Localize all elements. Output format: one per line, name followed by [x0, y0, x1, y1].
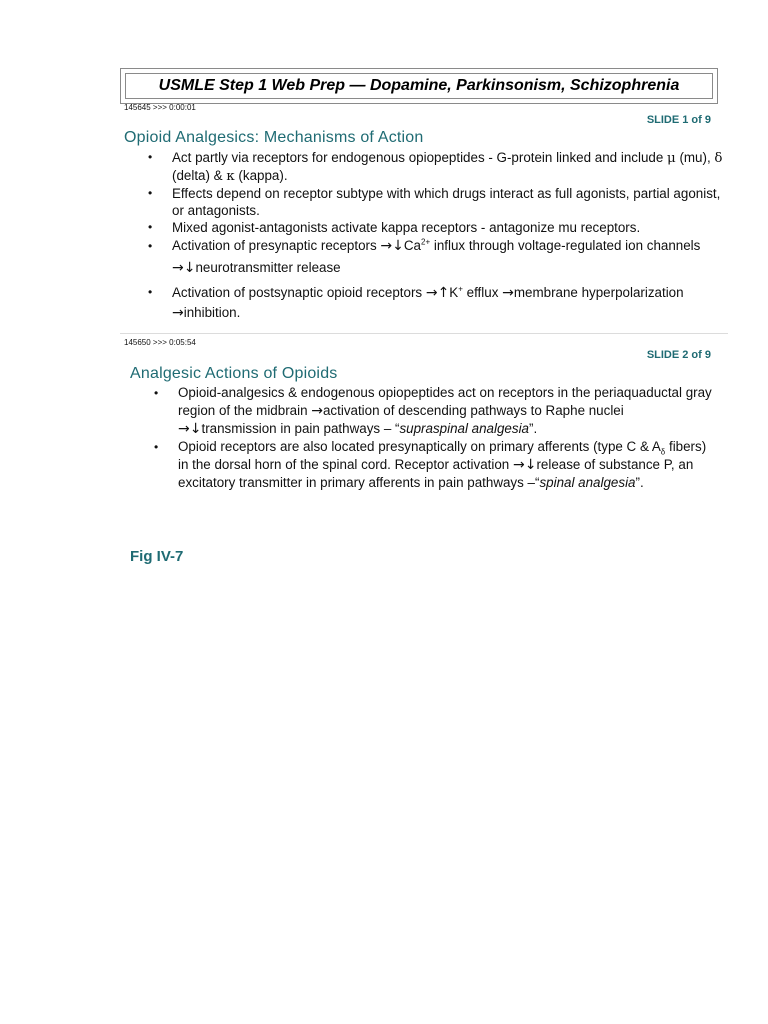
bullet-icon: • — [154, 440, 159, 454]
up-arrow-icon: ↑ — [437, 285, 450, 301]
list-item: • Effects depend on receptor subtype with which drugs interact as full agonists, partial agonist, or antagonists. — [148, 186, 721, 218]
slide2-timestamp: 145650 >>> 0:05:54 — [124, 338, 196, 347]
list-item: • Activation of presynaptic receptors $\to↓Ca^{2+}$ influx through voltage-regulated ion channels →↓neurotransmitter release — [148, 235, 728, 279]
right-arrow-icon: → — [425, 285, 438, 301]
bullet-icon: • — [148, 186, 153, 200]
down-arrow-icon: ↓ — [189, 421, 202, 437]
slide1-timestamp: 145645 >>> 0:00:01 — [124, 103, 196, 112]
slide2-number: SLIDE 2 of 9 — [646, 349, 711, 361]
right-arrow-icon: → — [512, 457, 525, 473]
list-item: • Opioid-analgesics & endogenous opiopeptides act on receptors in the periaquaductal gray region of the midbrain →activation of descending pathways to Raphe nuclei →↓transmission in pain pathways – “supraspinal analgesia”. — [154, 385, 712, 437]
slide2-bullet-list — [154, 384, 714, 492]
bullet-icon: • — [148, 239, 153, 253]
bullet-icon: • — [148, 150, 153, 164]
bullet-icon: • — [148, 220, 153, 234]
right-arrow-icon: → — [502, 285, 514, 301]
bullet-icon: • — [154, 386, 159, 400]
right-arrow-icon: → — [380, 238, 393, 254]
figure-label: Fig IV-7 — [130, 548, 184, 565]
list-item: • Activation of postsynaptic opioid receptors →↑K+ efflux →membrane hyperpolarization →inhibition. — [148, 284, 684, 321]
right-arrow-icon: → — [178, 421, 190, 437]
title-frame — [120, 68, 718, 104]
right-arrow-icon: → — [172, 260, 184, 276]
kappa-symbol: κ — [226, 169, 235, 184]
slide1-number: SLIDE 1 of 9 — [646, 114, 711, 126]
down-arrow-icon: ↓ — [392, 238, 404, 254]
document-title: USMLE Step 1 Web Prep — Dopamine, Parkinsonism, Schizophrenia — [125, 73, 713, 99]
down-arrow-icon: ↓ — [524, 457, 537, 473]
slide1-title: Opioid Analgesics: Mechanisms of Action — [124, 129, 424, 146]
mu-symbol: μ — [667, 151, 676, 166]
slide1-bullet-list — [148, 149, 728, 323]
slide2-title: Analgesic Actions of Opioids — [130, 365, 338, 382]
list-item: • Mixed agonist-antagonists activate kappa receptors - antagonize mu receptors. — [148, 220, 641, 235]
divider — [120, 333, 728, 334]
bullet-icon: • — [148, 285, 153, 299]
down-arrow-icon: ↓ — [183, 260, 196, 276]
list-item: • Opioid receptors are also located presynaptically on primary afferents (type C & $A_\delta$ fibers) in the dorsal horn of the spinal cord. Receptor activation →↓release of substance P, an excitatory transmitter in primary afferents in pain pathways –“spinal analgesia”. — [154, 439, 707, 490]
list-item: • Act partly via receptors for endogenous opiopeptides - G-protein linked and include μ (mu), δ (delta) & κ (kappa). — [148, 150, 723, 184]
right-arrow-icon: → — [172, 305, 184, 321]
right-arrow-icon: → — [311, 403, 323, 419]
delta-symbol: δ — [714, 151, 723, 166]
